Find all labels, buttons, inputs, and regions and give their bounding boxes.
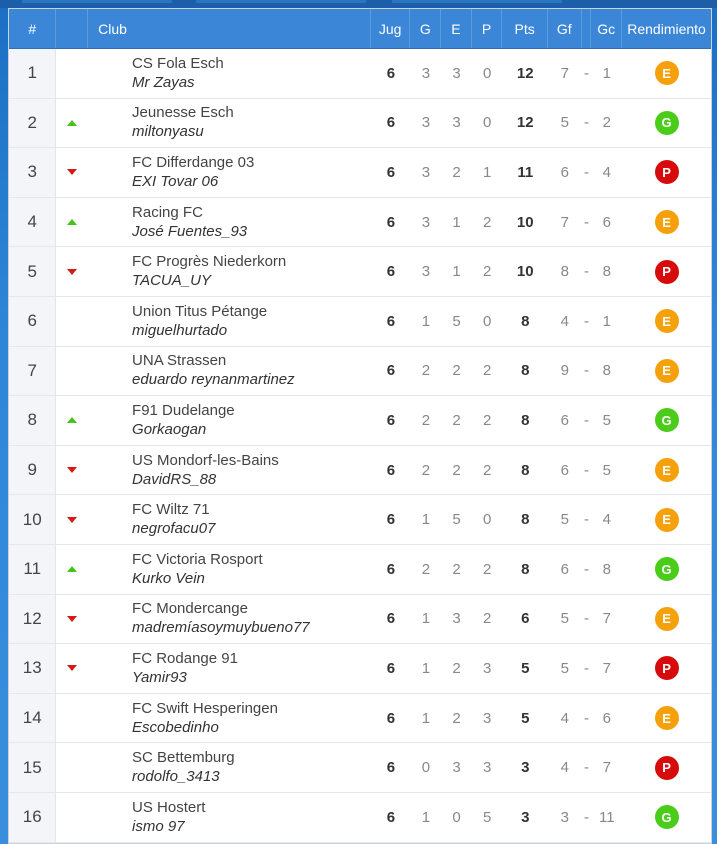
club-cell[interactable] — [88, 198, 371, 247]
trend-cell — [56, 495, 88, 544]
points-cell: 12 — [516, 114, 534, 132]
performance-cell — [622, 446, 711, 495]
header-g[interactable]: G — [410, 9, 441, 48]
position-cell: 2 — [9, 99, 56, 148]
drawn-cell: 3 — [452, 114, 461, 132]
club-cell[interactable] — [88, 694, 371, 743]
played-cell: 6 — [386, 312, 396, 330]
won-cell: 3 — [421, 213, 431, 231]
goals-against-cell: 6 — [602, 213, 611, 231]
club-name[interactable]: US Hostert — [132, 798, 206, 816]
lost-cell: 0 — [483, 312, 492, 330]
trend-cell — [56, 297, 88, 346]
lost-cell: 1 — [483, 163, 492, 181]
lost-cell: 2 — [483, 610, 492, 628]
lost-cell: 2 — [483, 411, 492, 429]
header-trend — [56, 9, 88, 48]
manager-name[interactable]: eduardo reynanmartinez — [132, 371, 295, 389]
drawn-cell: 2 — [452, 411, 461, 429]
manager-name[interactable]: TACUA_UY — [132, 272, 211, 290]
top-strip-segment — [392, 0, 562, 3]
arrow-down-icon — [67, 169, 77, 175]
manager-name[interactable]: Escobedinho — [132, 718, 219, 736]
goals-for-cell: 8 — [560, 263, 569, 281]
top-strip-segment — [196, 0, 366, 3]
performance-cell — [622, 595, 711, 644]
header-gf[interactable]: Gf — [548, 9, 582, 48]
arrow-up-icon — [67, 417, 77, 423]
position-cell: 5 — [9, 247, 56, 296]
club-name[interactable]: Union Titus Pétange — [132, 302, 268, 320]
arrow-down-icon — [67, 517, 77, 523]
points-cell: 11 — [517, 163, 534, 181]
goals-for-cell: 9 — [560, 362, 569, 380]
manager-name[interactable]: negrofacu07 — [132, 520, 216, 538]
trend-cell — [56, 595, 88, 644]
table-row[interactable] — [9, 99, 711, 149]
lost-cell: 0 — [483, 64, 492, 82]
club-cell[interactable] — [88, 644, 371, 693]
manager-name[interactable]: ismo 97 — [132, 817, 185, 835]
played-cell: 6 — [386, 808, 396, 826]
position-cell: 1 — [9, 49, 56, 98]
goals-against-cell: 5 — [602, 411, 611, 429]
played-cell: 6 — [386, 461, 396, 479]
header-club[interactable]: Club — [88, 9, 371, 48]
lost-cell: 2 — [483, 560, 492, 578]
goals-against-cell: 7 — [602, 610, 611, 628]
performance-cell — [622, 148, 711, 197]
goals-separator: - — [584, 362, 590, 380]
club-cell[interactable] — [88, 99, 371, 148]
performance-cell — [622, 545, 711, 594]
table-row[interactable] — [9, 148, 711, 198]
drawn-cell: 5 — [452, 511, 461, 529]
performance-badge: P — [655, 260, 679, 284]
played-cell: 6 — [386, 411, 396, 429]
won-cell: 1 — [421, 709, 431, 727]
goals-for-cell: 4 — [560, 312, 569, 330]
played-cell: 6 — [386, 362, 396, 380]
goals-separator: - — [584, 64, 590, 82]
manager-name[interactable]: miltonyasu — [132, 123, 204, 141]
goals-against-cell: 4 — [602, 163, 611, 181]
won-cell: 2 — [421, 560, 431, 578]
table-row[interactable] — [9, 595, 711, 645]
goals-for-cell: 4 — [560, 759, 569, 777]
header-dash — [582, 9, 592, 48]
performance-cell — [622, 247, 711, 296]
goals-against-cell: 6 — [602, 709, 611, 727]
goals-for-cell: 7 — [560, 64, 569, 82]
won-cell: 3 — [421, 64, 431, 82]
club-name[interactable]: FC Swift Hesperingen — [132, 699, 278, 717]
goals-against-cell: 8 — [602, 263, 611, 281]
manager-name[interactable]: madremíasoymuybueno77 — [132, 619, 310, 637]
goals-against-cell: 8 — [602, 560, 611, 578]
lost-cell: 2 — [483, 362, 492, 380]
won-cell: 3 — [421, 163, 431, 181]
won-cell: 0 — [421, 759, 431, 777]
points-cell: 8 — [521, 362, 530, 380]
table-row[interactable] — [9, 49, 711, 99]
manager-name[interactable]: Yamir93 — [132, 668, 187, 686]
points-cell: 5 — [521, 659, 530, 677]
goals-for-cell: 6 — [560, 461, 569, 479]
table-row[interactable] — [9, 644, 711, 694]
trend-cell — [56, 793, 88, 842]
goals-for-cell: 4 — [560, 709, 569, 727]
goals-separator: - — [584, 511, 590, 529]
arrow-down-icon — [67, 665, 77, 671]
header-p[interactable]: P — [472, 9, 503, 48]
goals-separator: - — [584, 560, 590, 578]
table-row[interactable] — [9, 396, 711, 446]
position-cell: 12 — [9, 595, 56, 644]
drawn-cell: 1 — [452, 213, 461, 231]
trend-cell — [56, 99, 88, 148]
played-cell: 6 — [386, 659, 396, 677]
manager-name[interactable]: rodolfo_3413 — [132, 768, 220, 786]
table-body — [9, 49, 711, 843]
goals-for-cell: 3 — [560, 808, 569, 826]
goals-against-cell: 8 — [602, 362, 611, 380]
position-cell: 4 — [9, 198, 56, 247]
manager-name[interactable]: EXI Tovar 06 — [132, 172, 219, 190]
performance-cell — [622, 644, 711, 693]
manager-name[interactable]: miguelhurtado — [132, 321, 228, 339]
performance-badge: G — [655, 557, 679, 581]
trend-cell — [56, 396, 88, 445]
drawn-cell: 2 — [452, 461, 461, 479]
drawn-cell: 2 — [452, 362, 461, 380]
club-name[interactable]: UNA Strassen — [132, 352, 227, 370]
goals-against-cell: 5 — [602, 461, 611, 479]
performance-badge: P — [655, 160, 679, 184]
position-cell: 10 — [9, 495, 56, 544]
goals-separator: - — [584, 213, 590, 231]
table-header — [9, 9, 711, 49]
arrow-down-icon — [67, 269, 77, 275]
table-row[interactable] — [9, 545, 711, 595]
won-cell: 2 — [421, 362, 431, 380]
goals-separator: - — [584, 114, 590, 132]
played-cell: 6 — [386, 759, 396, 777]
club-name[interactable]: FC Mondercange — [132, 600, 248, 618]
club-name[interactable]: FC Rodange 91 — [132, 649, 238, 667]
points-cell: 10 — [516, 213, 534, 231]
performance-cell — [622, 793, 711, 842]
goals-for-cell: 6 — [560, 163, 569, 181]
club-cell[interactable] — [88, 595, 371, 644]
drawn-cell: 1 — [452, 263, 461, 281]
trend-cell — [56, 247, 88, 296]
played-cell: 6 — [386, 610, 396, 628]
points-cell: 8 — [521, 560, 530, 578]
won-cell: 3 — [421, 263, 431, 281]
won-cell: 3 — [421, 114, 431, 132]
played-cell: 6 — [386, 709, 396, 727]
played-cell: 6 — [386, 163, 396, 181]
table-row[interactable] — [9, 446, 711, 496]
header-jug[interactable]: Jug — [371, 9, 411, 48]
trend-cell — [56, 545, 88, 594]
club-cell[interactable] — [88, 495, 371, 544]
lost-cell: 3 — [483, 659, 492, 677]
header-pos[interactable]: # — [9, 9, 56, 48]
points-cell: 5 — [521, 709, 530, 727]
club-name[interactable]: Jeunesse Esch — [132, 104, 234, 122]
goals-for-cell: 5 — [560, 511, 569, 529]
position-cell: 6 — [9, 297, 56, 346]
performance-badge: G — [655, 805, 679, 829]
header-rend[interactable]: Rendimiento — [627, 20, 706, 37]
position-cell: 16 — [9, 793, 56, 842]
table-row[interactable] — [9, 694, 711, 744]
club-cell[interactable] — [88, 396, 371, 445]
points-cell: 6 — [521, 610, 530, 628]
goals-separator: - — [584, 759, 590, 777]
table-row[interactable] — [9, 347, 711, 397]
played-cell: 6 — [386, 114, 396, 132]
played-cell: 6 — [386, 213, 396, 231]
arrow-up-icon — [67, 219, 77, 225]
header-e[interactable]: E — [441, 9, 472, 48]
position-cell: 15 — [9, 743, 56, 792]
club-name[interactable]: F91 Dudelange — [132, 401, 235, 419]
manager-name[interactable]: Mr Zayas — [132, 73, 195, 91]
club-cell[interactable] — [88, 793, 371, 842]
lost-cell: 3 — [483, 709, 492, 727]
trend-cell — [56, 446, 88, 495]
performance-cell — [622, 495, 711, 544]
lost-cell: 2 — [483, 213, 492, 231]
goals-for-cell: 5 — [560, 610, 569, 628]
table-row[interactable] — [9, 297, 711, 347]
goals-against-cell: 4 — [602, 511, 611, 529]
won-cell: 1 — [421, 610, 431, 628]
drawn-cell: 2 — [452, 163, 461, 181]
performance-badge: E — [655, 359, 679, 383]
played-cell: 6 — [386, 560, 396, 578]
points-cell: 3 — [521, 808, 530, 826]
performance-badge: E — [655, 309, 679, 333]
performance-badge: P — [655, 756, 679, 780]
manager-name[interactable]: DavidRS_88 — [132, 470, 217, 488]
club-name[interactable]: US Mondorf-les-Bains — [132, 451, 279, 469]
goals-against-cell: 1 — [602, 312, 611, 330]
lost-cell: 0 — [483, 114, 492, 132]
goals-against-cell: 2 — [602, 114, 611, 132]
performance-cell — [622, 297, 711, 346]
trend-cell — [56, 148, 88, 197]
goals-separator: - — [584, 411, 590, 429]
goals-separator: - — [584, 263, 590, 281]
performance-badge: E — [655, 508, 679, 532]
club-name[interactable]: FC Wiltz 71 — [132, 501, 210, 519]
played-cell: 6 — [386, 263, 396, 281]
club-name[interactable]: FC Differdange 03 — [132, 153, 255, 171]
goals-against-cell: 7 — [602, 759, 611, 777]
club-cell[interactable] — [88, 247, 371, 296]
club-name[interactable]: SC Bettemburg — [132, 749, 235, 767]
drawn-cell: 0 — [452, 808, 461, 826]
manager-name[interactable]: Kurko Vein — [132, 569, 205, 587]
lost-cell: 5 — [483, 808, 492, 826]
lost-cell: 3 — [483, 759, 492, 777]
won-cell: 2 — [421, 461, 431, 479]
goals-separator: - — [584, 610, 590, 628]
arrow-up-icon — [67, 120, 77, 126]
arrow-up-icon — [67, 566, 77, 572]
won-cell: 1 — [421, 659, 431, 677]
performance-cell — [622, 198, 711, 247]
won-cell: 1 — [421, 808, 431, 826]
position-cell: 9 — [9, 446, 56, 495]
drawn-cell: 5 — [452, 312, 461, 330]
trend-cell — [56, 198, 88, 247]
table-row[interactable] — [9, 198, 711, 248]
points-cell: 8 — [521, 461, 530, 479]
position-cell: 3 — [9, 148, 56, 197]
performance-badge: E — [655, 607, 679, 631]
trend-cell — [56, 644, 88, 693]
position-cell: 8 — [9, 396, 56, 445]
lost-cell: 2 — [483, 263, 492, 281]
performance-badge: E — [655, 458, 679, 482]
performance-badge: G — [655, 408, 679, 432]
goals-separator: - — [584, 312, 590, 330]
club-cell[interactable] — [88, 148, 371, 197]
position-cell: 7 — [9, 347, 56, 396]
lost-cell: 2 — [483, 461, 492, 479]
manager-name[interactable]: José Fuentes_93 — [132, 222, 248, 240]
won-cell: 2 — [421, 411, 431, 429]
club-name[interactable]: CS Fola Esch — [132, 54, 224, 72]
club-name[interactable]: Racing FC — [132, 203, 203, 221]
arrow-down-icon — [67, 616, 77, 622]
club-cell[interactable] — [88, 545, 371, 594]
top-strip-segment — [22, 0, 172, 3]
goals-separator: - — [584, 709, 590, 727]
goals-for-cell: 7 — [560, 213, 569, 231]
points-cell: 8 — [521, 511, 530, 529]
trend-cell — [56, 347, 88, 396]
points-cell: 3 — [521, 759, 530, 777]
points-cell: 10 — [516, 263, 534, 281]
drawn-cell: 2 — [452, 560, 461, 578]
club-cell[interactable] — [88, 743, 371, 792]
points-cell: 12 — [516, 64, 534, 82]
header-pts[interactable]: Pts — [502, 9, 547, 48]
points-cell: 8 — [521, 411, 530, 429]
trend-cell — [56, 49, 88, 98]
standings-table — [8, 8, 712, 844]
goals-for-cell: 6 — [560, 411, 569, 429]
performance-cell — [622, 49, 711, 98]
performance-badge: E — [655, 61, 679, 85]
goals-against-cell: 1 — [602, 64, 611, 82]
goals-against-cell: 11 — [598, 808, 615, 826]
goals-separator: - — [584, 659, 590, 677]
position-cell: 13 — [9, 644, 56, 693]
played-cell: 6 — [386, 511, 396, 529]
drawn-cell: 3 — [452, 759, 461, 777]
won-cell: 1 — [421, 511, 431, 529]
lost-cell: 0 — [483, 511, 492, 529]
manager-name[interactable]: Gorkaogan — [132, 420, 207, 438]
goals-against-cell: 7 — [602, 659, 611, 677]
header-gc[interactable]: Gc — [591, 9, 622, 48]
club-cell[interactable] — [88, 347, 371, 396]
performance-badge: G — [655, 111, 679, 135]
table-row[interactable] — [9, 495, 711, 545]
performance-cell — [622, 694, 711, 743]
trend-cell — [56, 743, 88, 792]
won-cell: 1 — [421, 312, 431, 330]
goals-for-cell: 6 — [560, 560, 569, 578]
club-cell[interactable] — [88, 297, 371, 346]
goals-separator: - — [584, 808, 590, 826]
trend-cell — [56, 694, 88, 743]
performance-badge: E — [655, 210, 679, 234]
points-cell: 8 — [521, 312, 530, 330]
club-cell[interactable] — [88, 49, 371, 98]
drawn-cell: 3 — [452, 610, 461, 628]
position-cell: 11 — [9, 545, 56, 594]
drawn-cell: 3 — [452, 64, 461, 82]
drawn-cell: 2 — [452, 709, 461, 727]
club-cell[interactable] — [88, 446, 371, 495]
table-row[interactable] — [9, 793, 711, 843]
table-row[interactable] — [9, 247, 711, 297]
performance-badge: E — [655, 706, 679, 730]
performance-cell — [622, 396, 711, 445]
performance-badge: P — [655, 656, 679, 680]
played-cell: 6 — [386, 64, 396, 82]
performance-cell — [622, 99, 711, 148]
drawn-cell: 2 — [452, 659, 461, 677]
goals-for-cell: 5 — [560, 659, 569, 677]
performance-cell — [622, 743, 711, 792]
performance-cell — [622, 347, 711, 396]
table-row[interactable] — [9, 743, 711, 793]
goals-for-cell: 5 — [560, 114, 569, 132]
club-name[interactable]: FC Progrès Niederkorn — [132, 253, 287, 271]
position-cell: 14 — [9, 694, 56, 743]
club-name[interactable]: FC Victoria Rosport — [132, 550, 263, 568]
goals-separator: - — [584, 163, 590, 181]
top-strip — [0, 0, 717, 8]
arrow-down-icon — [67, 467, 77, 473]
goals-separator: - — [584, 461, 590, 479]
